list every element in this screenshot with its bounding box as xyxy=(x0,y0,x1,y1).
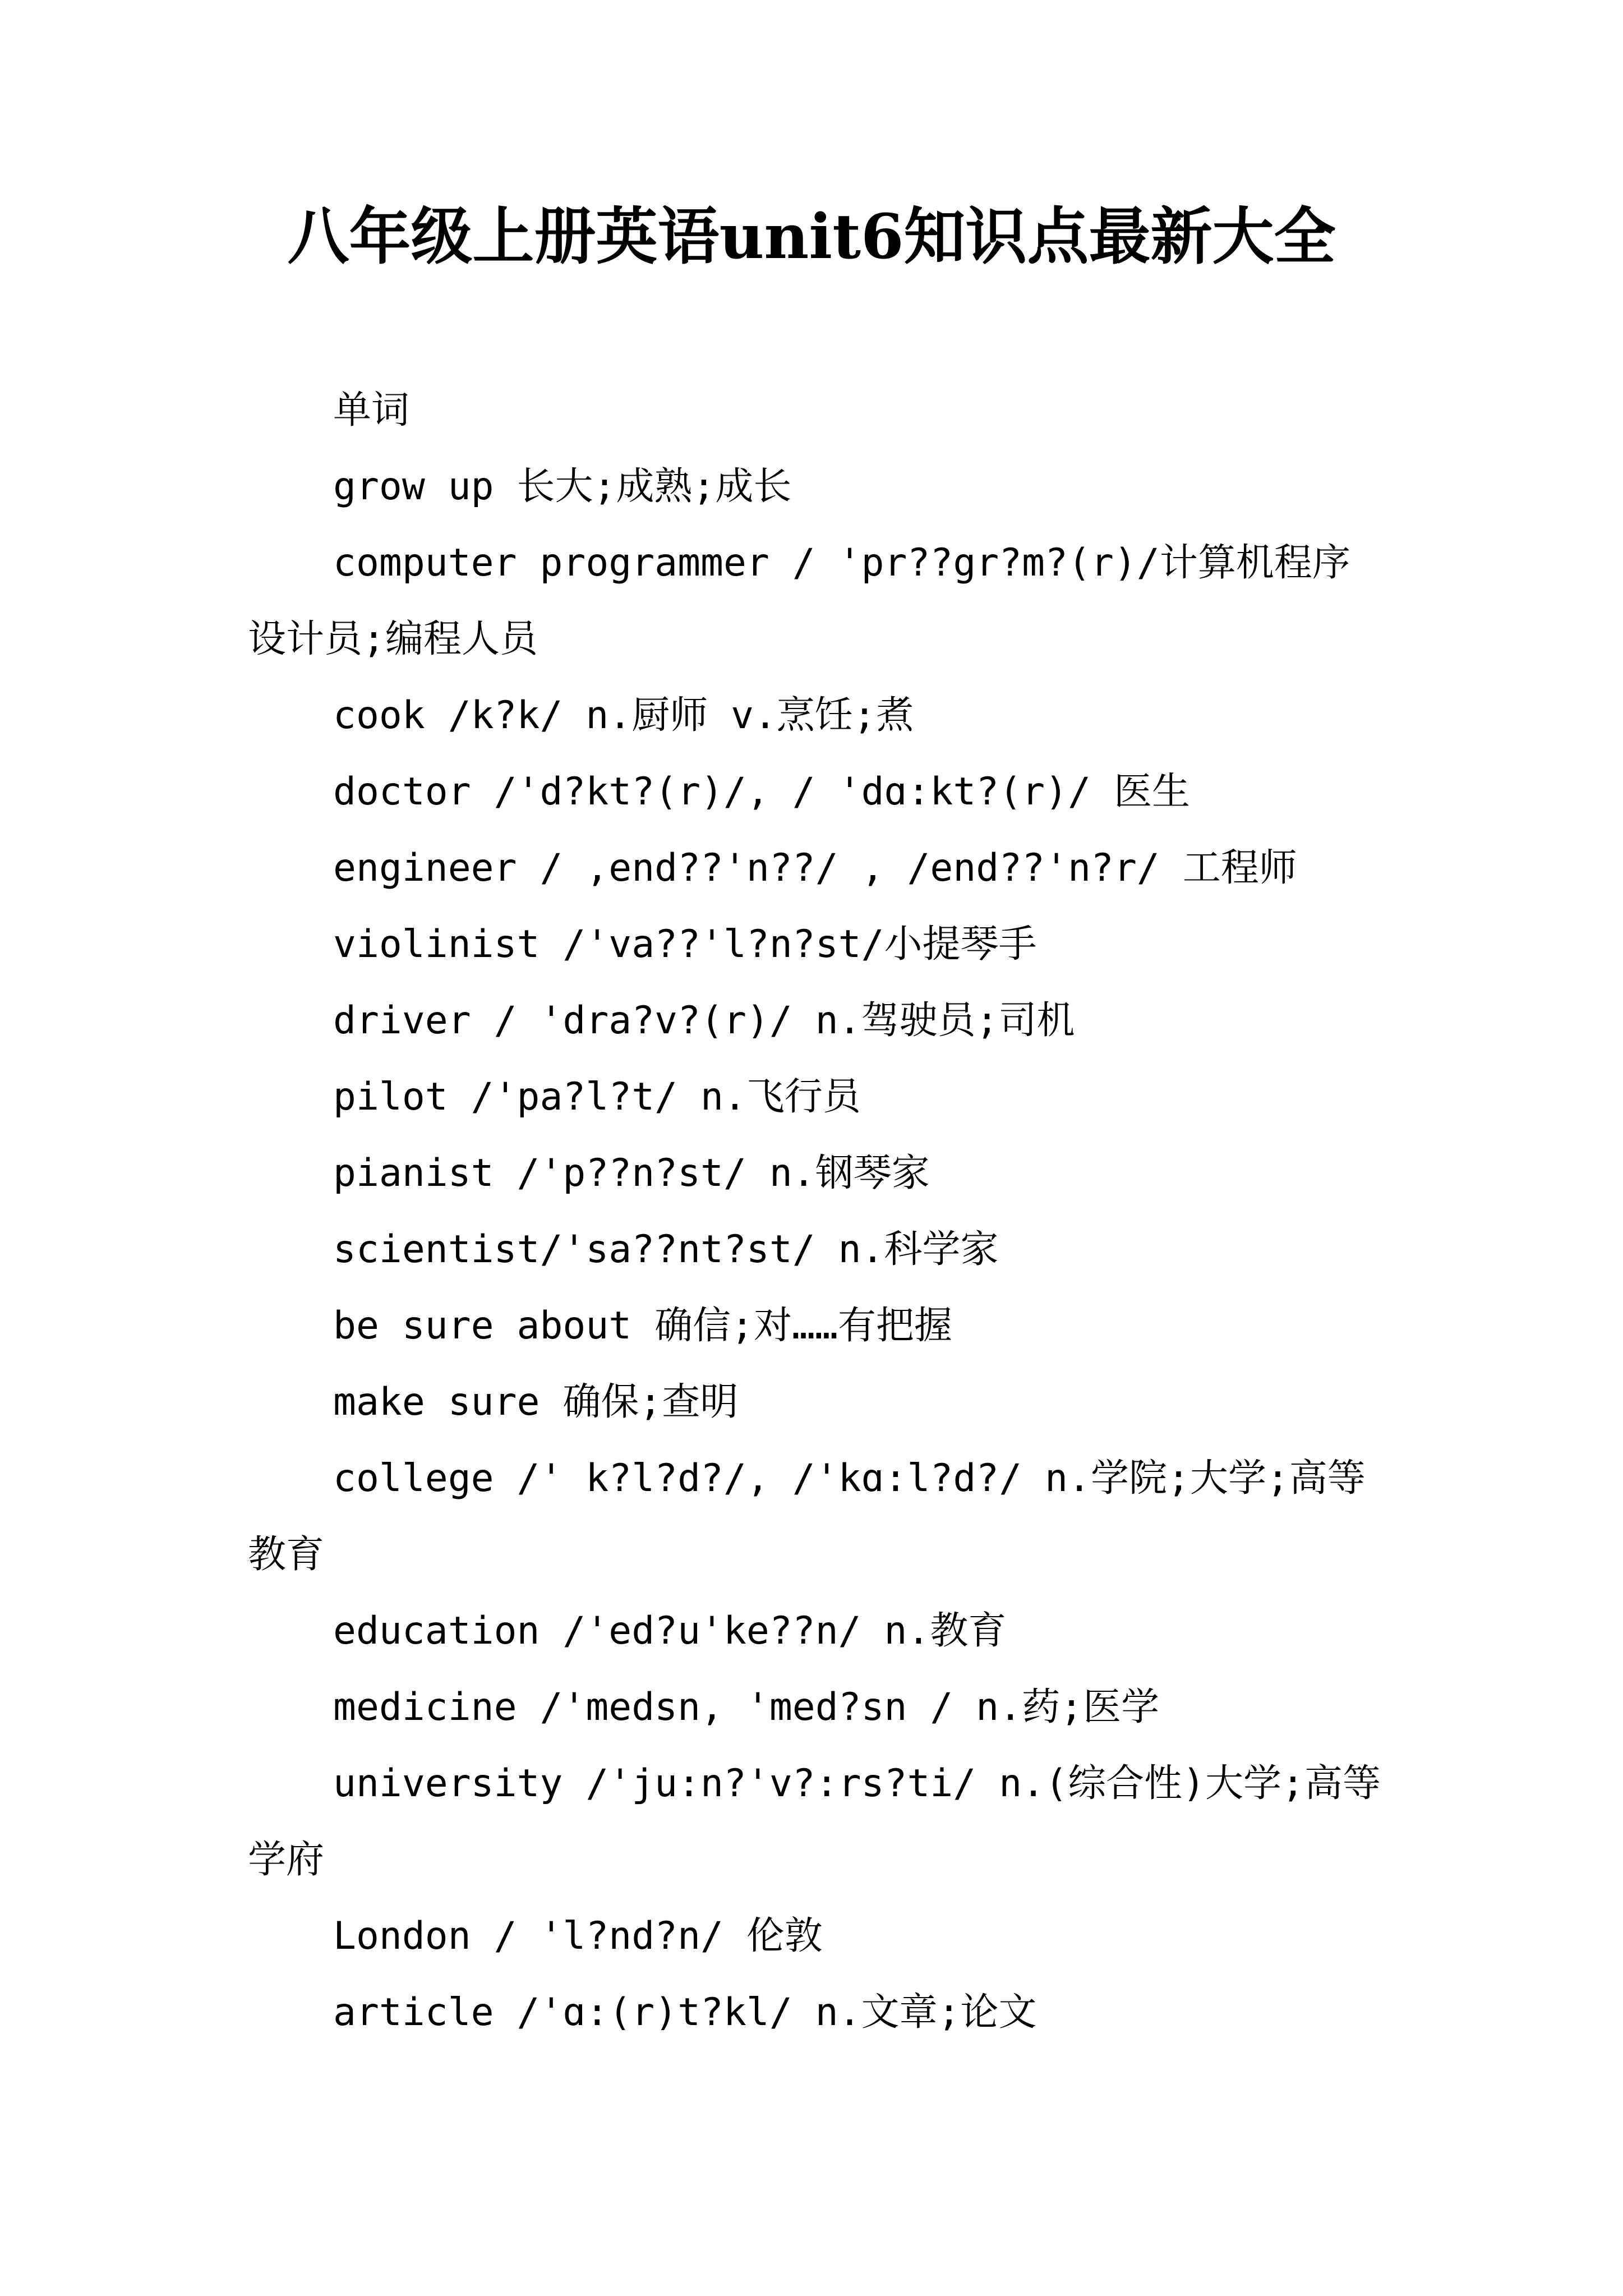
vocab-entry: violinist /'va??'l?n?st/小提琴手 xyxy=(333,922,1037,967)
vocab-entry: be sure about 确信;对……有把握 xyxy=(333,1304,952,1348)
vocab-entry: engineer / ,end??'n??/ , /end??'n?r/ 工程师 xyxy=(333,846,1297,890)
vocab-entry: article /'ɑ:(r)t?kl/ n.文章;论文 xyxy=(333,1990,1037,2035)
section-heading: 单词 xyxy=(333,388,410,432)
document-body xyxy=(248,372,1381,2051)
vocab-entry: doctor /'d?kt?(r)/, / 'dɑ:kt?(r)/ 医生 xyxy=(333,770,1190,814)
document-title: 八年级上册英语unit6知识点最新大全 xyxy=(287,200,1336,273)
vocab-entry: college /' k?l?d?/, /'kɑ:l?d?/ n.学院;大学;高等教育 xyxy=(248,1456,1366,1577)
vocab-entry: grow up 长大;成熟;成长 xyxy=(333,464,792,509)
vocab-entry: scientist/'sa??nt?st/ n.科学家 xyxy=(333,1227,999,1272)
vocab-entry: computer programmer / 'pr??gr?m?(r)/计算机程序设计员;编程人员 xyxy=(248,541,1350,661)
vocab-entry: cook /k?k/ n.厨师 v.烹饪;煮 xyxy=(333,693,914,738)
vocab-entry: driver / 'dra?v?(r)/ n.驾驶员;司机 xyxy=(333,999,1075,1043)
vocab-entry: make sure 确保;查明 xyxy=(333,1380,739,1424)
vocab-entry: London / 'l?nd?n/ 伦敦 xyxy=(333,1914,823,1958)
vocab-entry: pianist /'p??n?st/ n.钢琴家 xyxy=(333,1151,930,1195)
vocab-entry: university /'ju:n?'v?:rs?ti/ n.(综合性)大学;高等学府 xyxy=(248,1761,1381,1882)
vocab-entry: education /'ed?u'ke??n/ n.教育 xyxy=(333,1609,1007,1653)
vocab-entry: pilot /'pa?l?t/ n.飞行员 xyxy=(333,1075,861,1119)
vocab-entry: medicine /'medsn, 'med?sn / n.药;医学 xyxy=(333,1685,1160,1729)
